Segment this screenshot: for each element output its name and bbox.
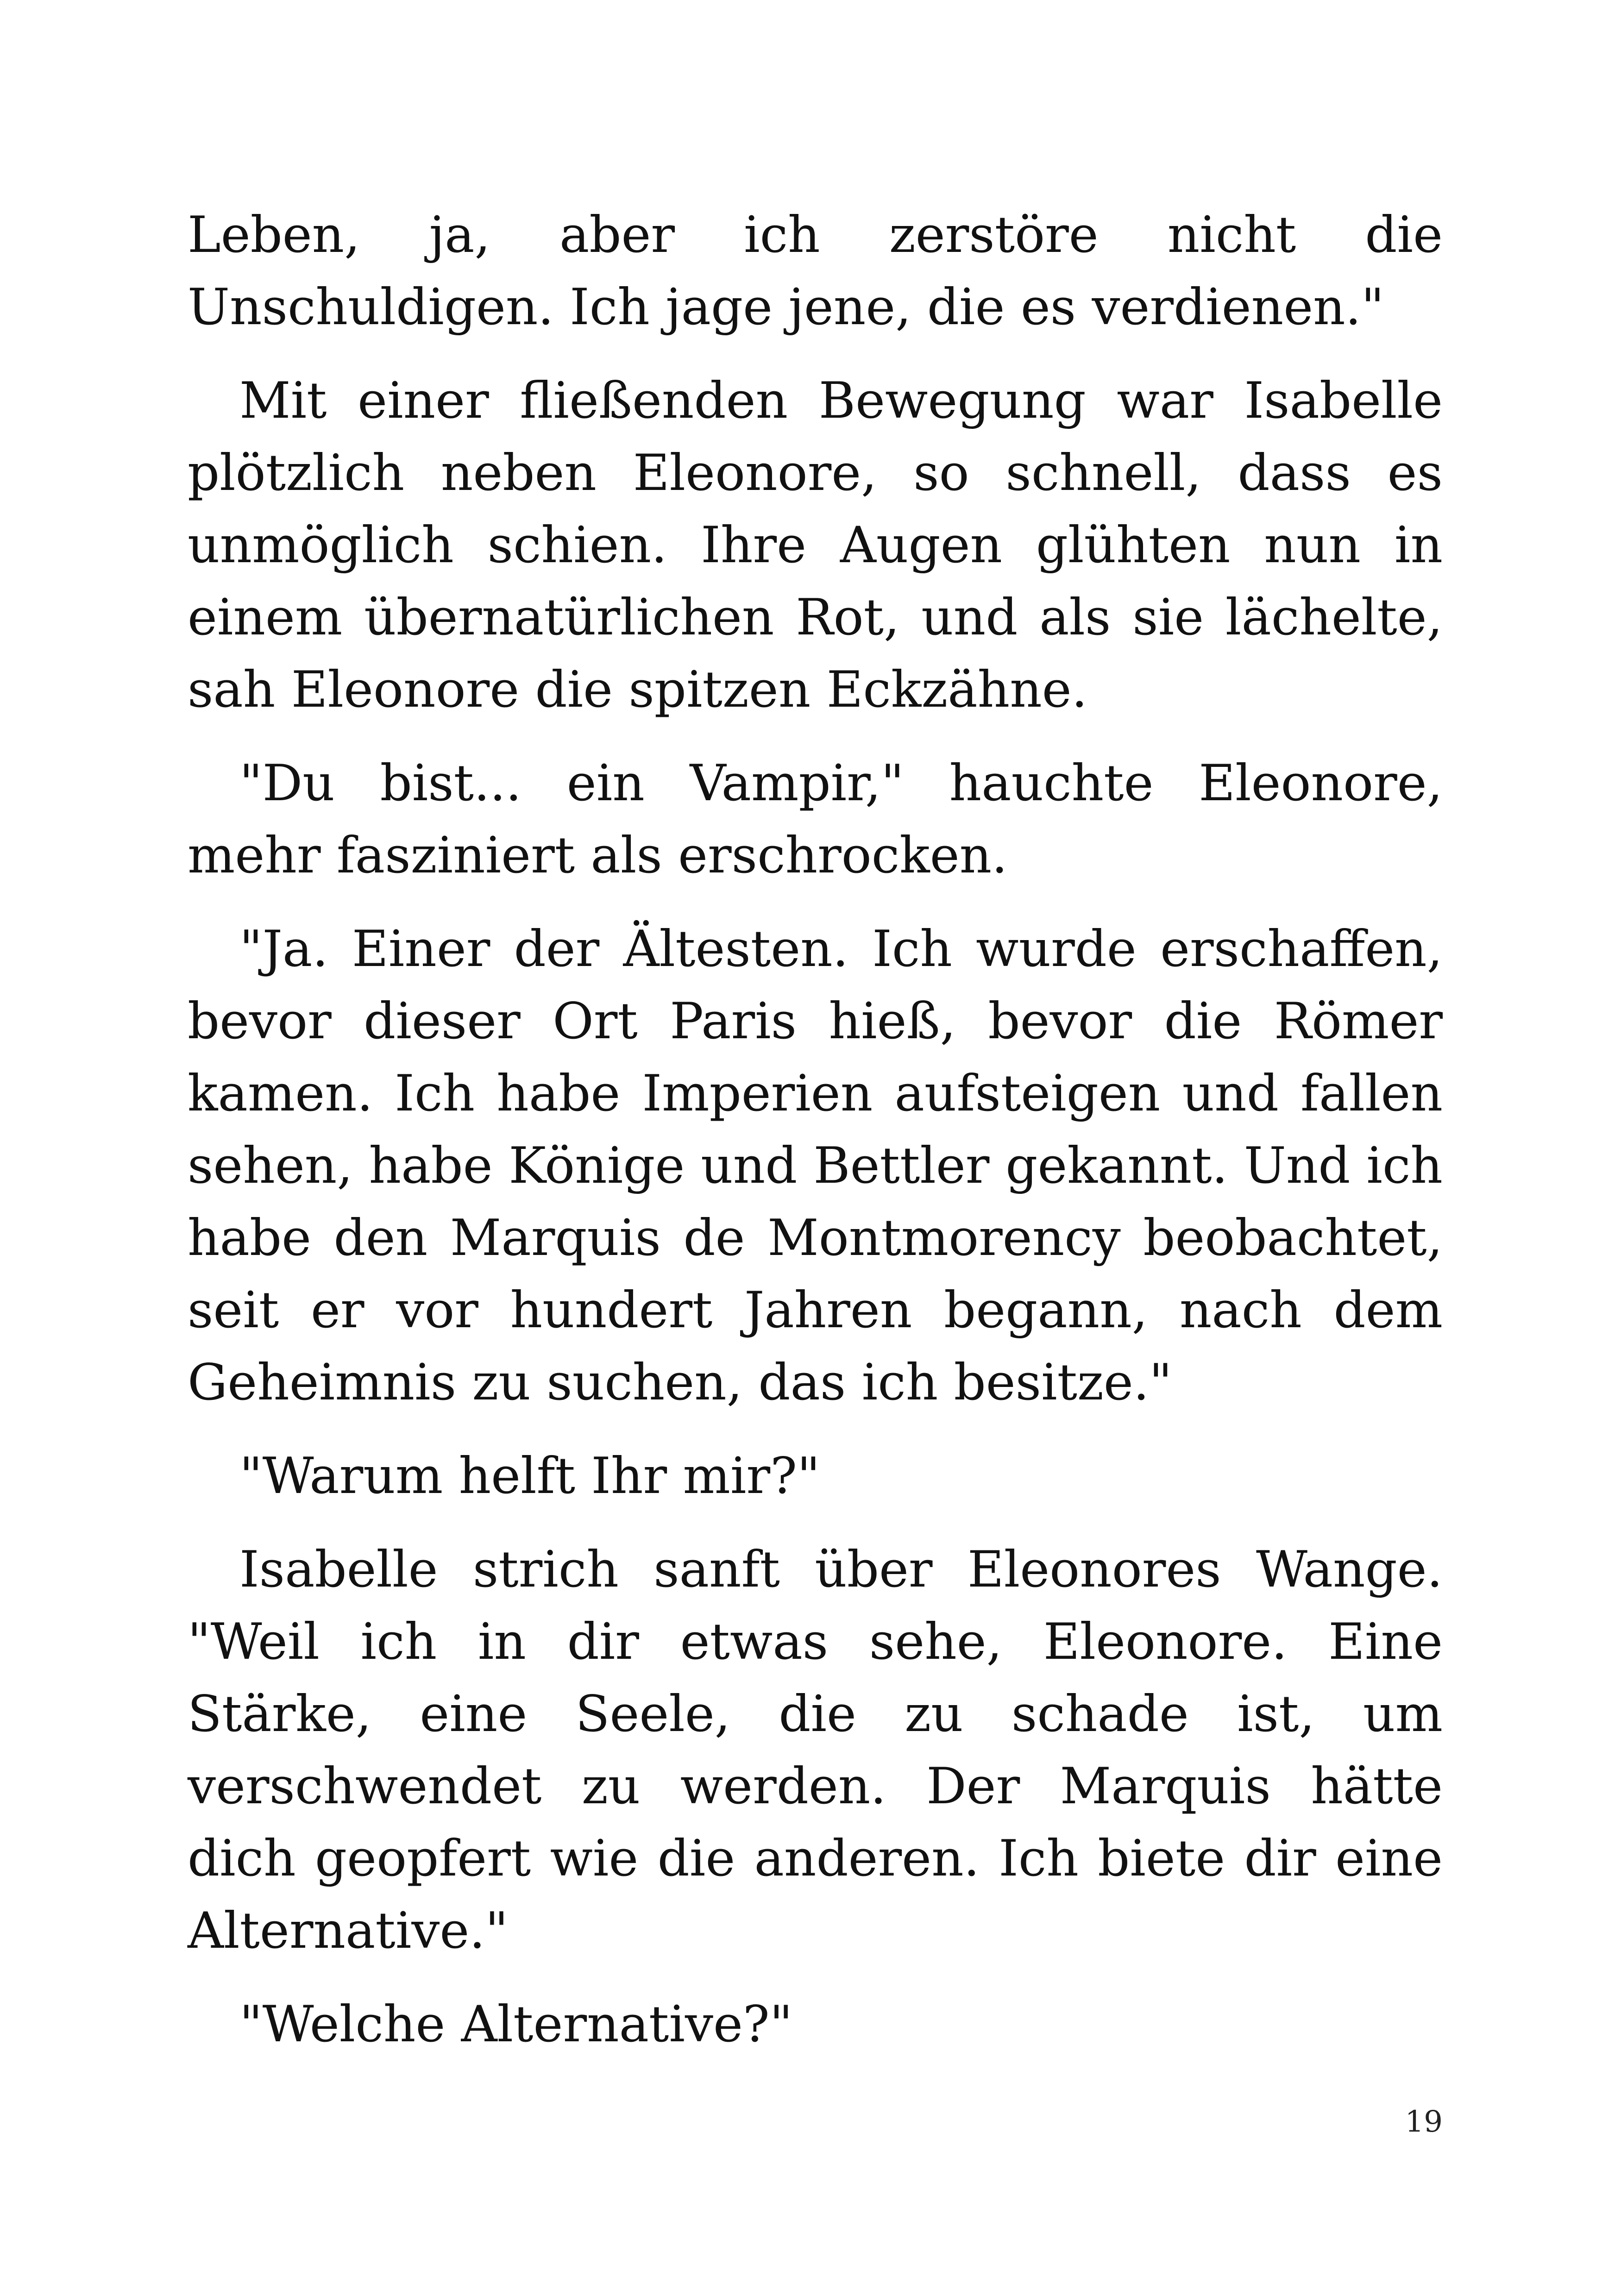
paragraph-1: Leben, ja, aber ich zerstöre nicht die Unschuldigen. Ich jage jene, die es verdienen." — [188, 206, 1443, 336]
paragraph-2: Mit einer fließenden Bewegung war Isabelle plötzlich neben Eleonore, so schnell, dass es unmöglich schien. Ihre Augen glühten nun in einem übernatürlichen Rot, und als sie lächelte, sah Eleonore die spitzen Eckzähne. — [188, 372, 1443, 719]
paragraph-5: "Warum helft Ihr mir?" — [239, 1447, 820, 1505]
page-number: 19 — [1405, 2105, 1443, 2139]
paragraph-4: "Ja. Einer der Ältesten. Ich wurde erschaffen, bevor dieser Ort Paris hieß, bevor die Römer kamen. Ich habe Imperien aufsteigen und fallen sehen, habe Könige und Bettler gekannt. Und ich habe den Marquis de Montmorency beobachtet, seit er vor hundert Jahren begann, nach dem Geheimnis zu suchen, das ich besitze." — [188, 920, 1443, 1411]
paragraph-7: "Welche Alternative?" — [239, 1995, 793, 2053]
paragraph-3: "Du bist... ein Vampir," hauchte Eleonore, mehr fasziniert als erschrocken. — [188, 754, 1443, 885]
paragraph-6: Isabelle strich sanft über Eleonores Wange. "Weil ich in dir etwas sehe, Eleonore. Eine Stärke, eine Seele, die zu schade ist, um verschwendet zu werden. Der Marquis hätte dich geopfert wie die anderen. Ich biete dir eine Alternative." — [188, 1541, 1443, 1960]
body-text — [188, 199, 1443, 2082]
